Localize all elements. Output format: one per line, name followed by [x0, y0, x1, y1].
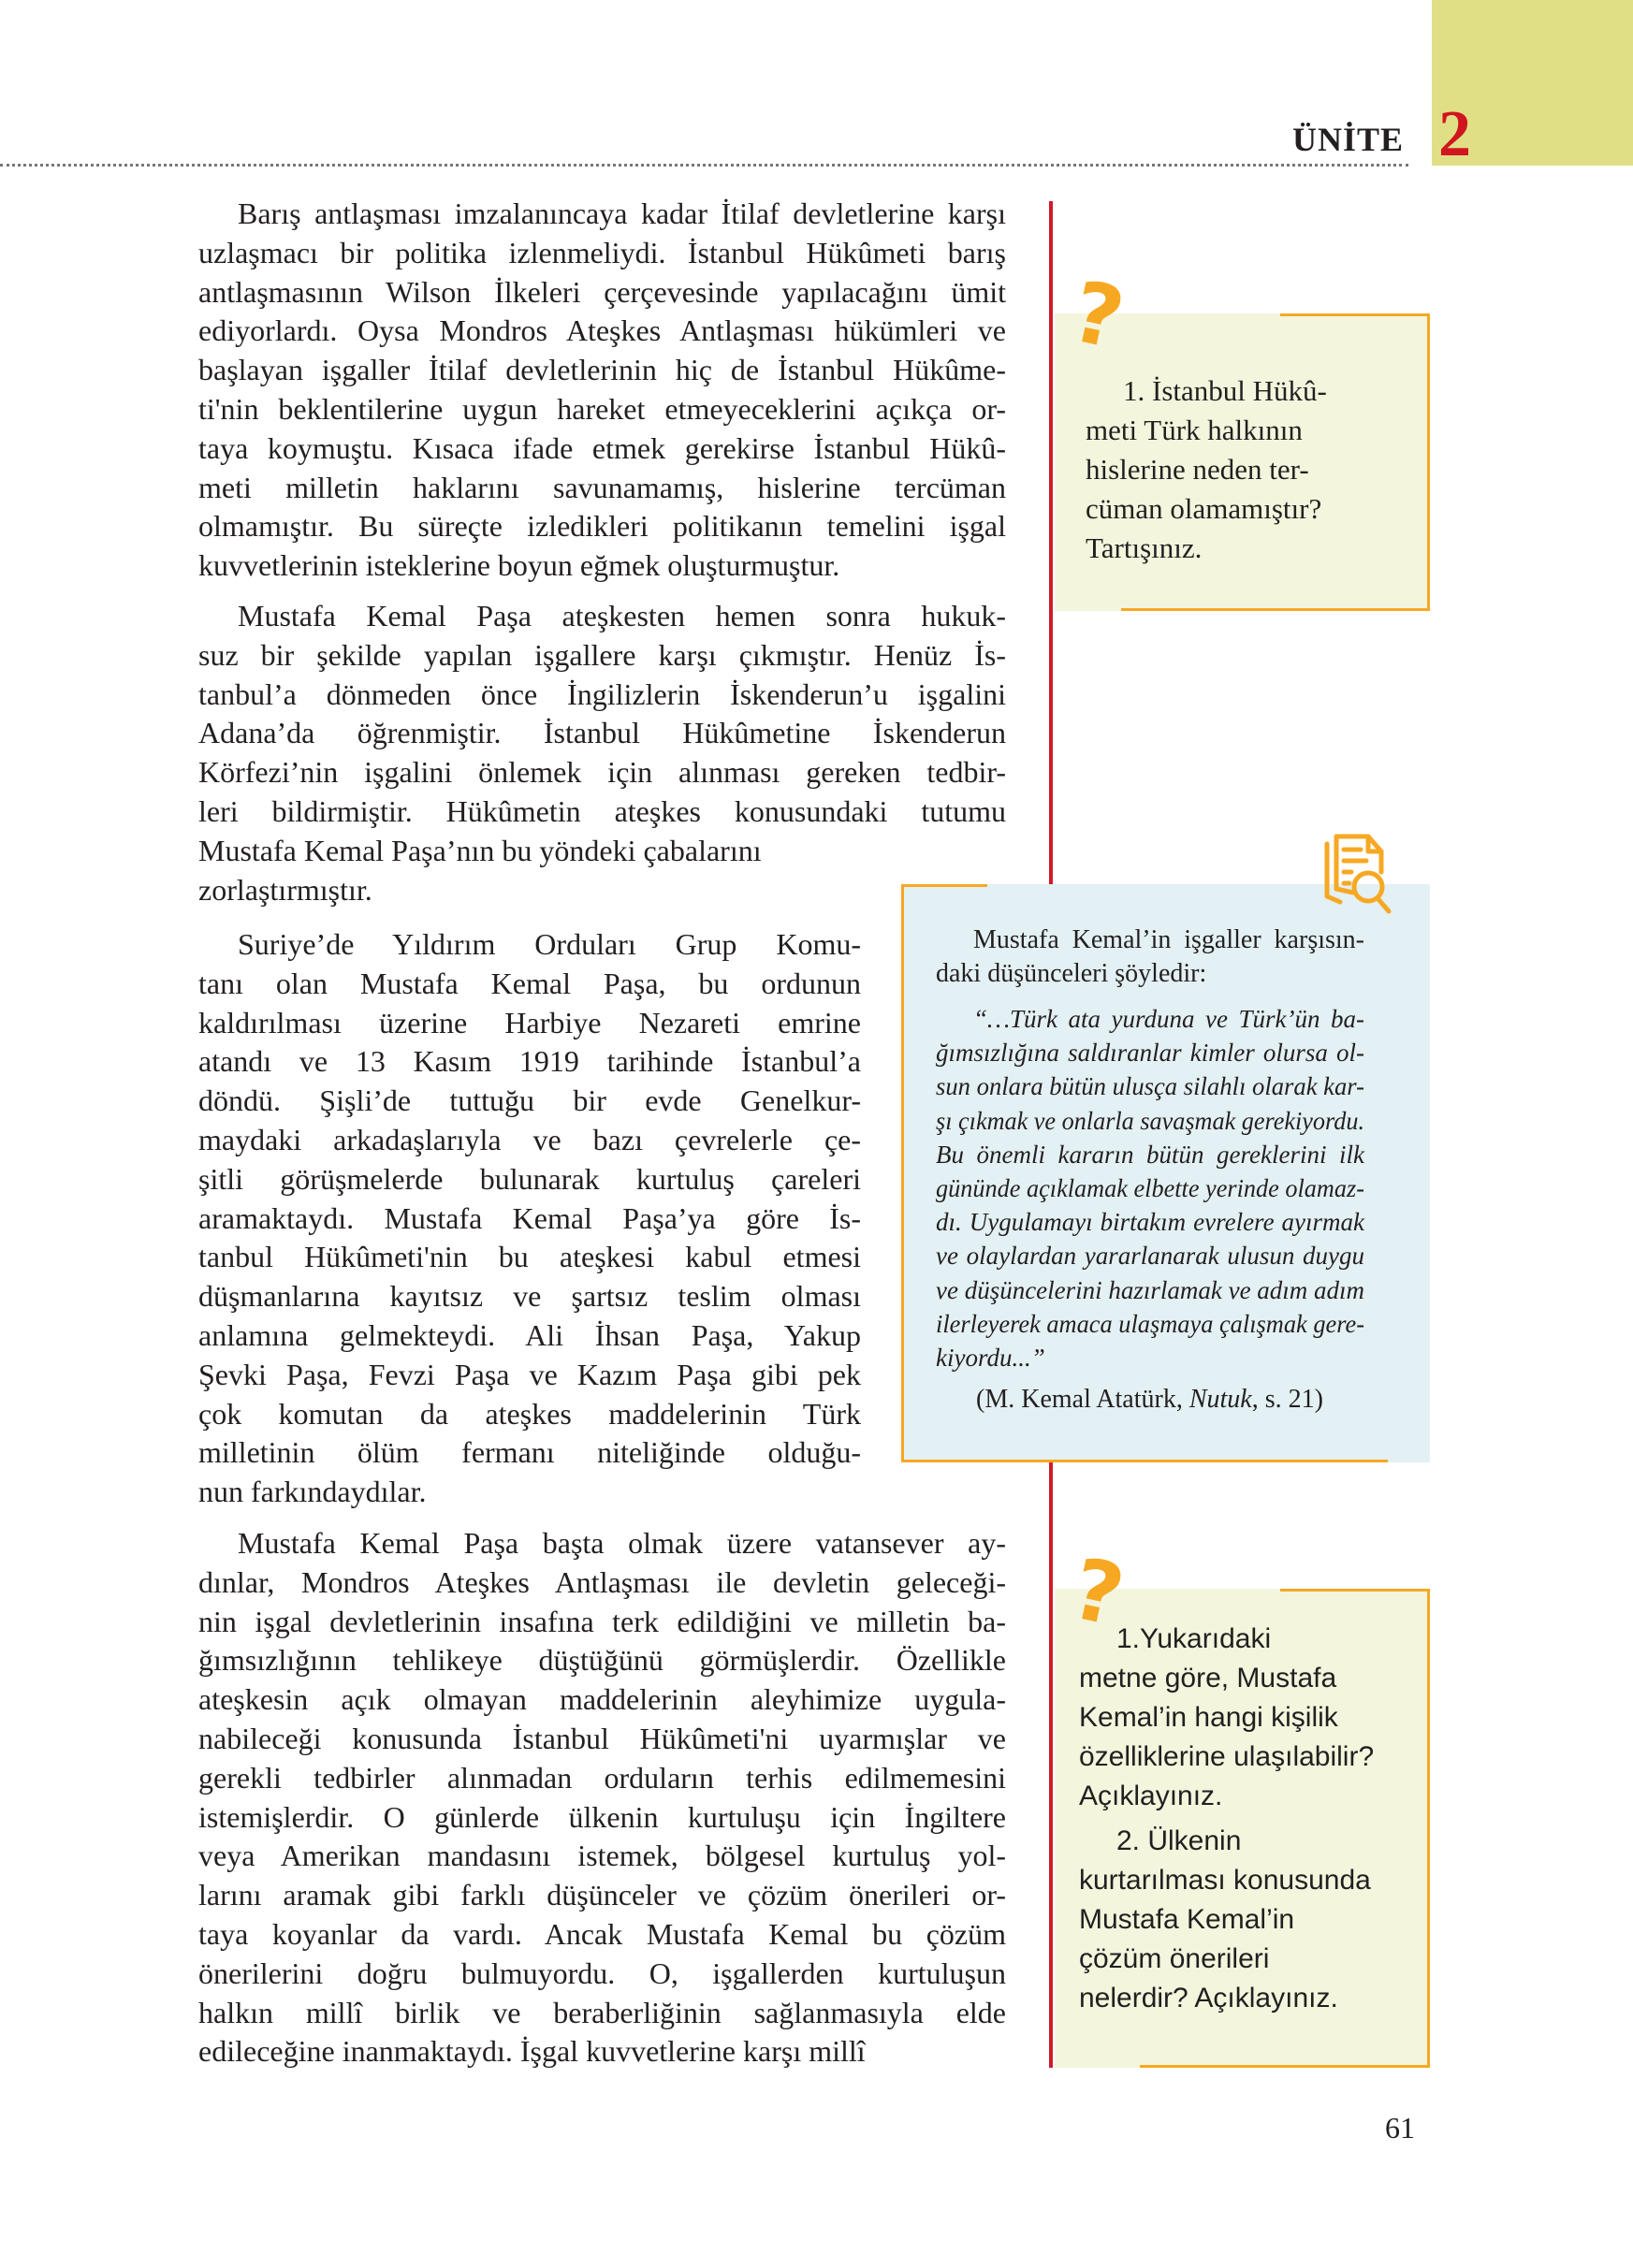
document-search-icon	[1320, 831, 1394, 917]
text-line-content: önerilerini doğru bulmuyordu. O, işgallerden kurtuluşun	[198, 1955, 1006, 1990]
text-line-content: dınlar, Mondros Ateşkes Antlaşması ile devletin geleceği-	[198, 1564, 1006, 1599]
text-line-content: kuvvetlerinin isteklerine boyun eğmek oluşturmuştur.	[198, 548, 840, 583]
text-line	[936, 1341, 1364, 1374]
text-line	[936, 1239, 1364, 1272]
box-border	[1427, 313, 1430, 611]
text-line	[198, 234, 1006, 273]
text-line	[1086, 489, 1404, 529]
text-line-content: Mustafa Kemal Paşa ateşkesten hemen sonra hukuk-	[238, 599, 1006, 632]
quote-citation	[976, 1383, 1323, 1417]
text-line	[198, 1238, 861, 1277]
text-line	[198, 753, 1006, 792]
text-line-content: meti Türk halkının	[1086, 414, 1303, 446]
text-line-content: edileceğine inanmaktaydı. İşgal kuvvetlerine karşı millî	[198, 2034, 866, 2069]
text-line	[198, 1563, 1006, 1603]
text-line-content: veya Amerikan mandasını istemek, bölgesel kurtuluş yol-	[198, 1839, 1006, 1873]
text-line-content: aramaktaydı. Mustafa Kemal Paşa’ya göre İs-	[198, 1200, 861, 1235]
question-text	[1079, 1620, 1421, 2018]
text-line	[1086, 450, 1404, 489]
text-line	[198, 1356, 861, 1395]
text-line	[198, 195, 1006, 234]
text-line	[936, 1036, 1364, 1069]
text-line	[1079, 1698, 1421, 1737]
text-line	[198, 597, 1006, 636]
box-border	[1140, 2065, 1430, 2068]
question-box-2	[1055, 1539, 1430, 2068]
text-line-content: 2. Ülkenin	[1116, 1825, 1242, 1856]
text-line	[936, 957, 1364, 991]
text-line-content: ediyorlardı. Oysa Mondros Ateşkes Antlaşması hükümleri ve	[198, 313, 1006, 348]
text-line-content: Mustafa Kemal Paşa başta olmak üzere vatansever ay-	[238, 1526, 1006, 1560]
text-line	[198, 871, 1006, 910]
box-border	[901, 884, 987, 887]
quote-text	[936, 1002, 1364, 1374]
text-line-content: taya koymuştu. Kısaca ifade etmek gerekirse İstanbul Hükû-	[198, 430, 1006, 465]
text-line-content: kaldırılması üzerine Harbiye Nezareti emrine	[198, 1005, 861, 1040]
text-line	[198, 312, 1006, 351]
text-line	[198, 507, 1006, 546]
text-line-content: nelerdir? Açıklayınız.	[1079, 1983, 1338, 2014]
text-line	[198, 1641, 1006, 1680]
text-line	[198, 1004, 861, 1043]
text-line	[198, 714, 1006, 753]
text-line-content: maydaki arkadaşlarıyla ve bazı çevrelerle çe-	[198, 1122, 861, 1156]
text-line-content: “…Türk ata yurduna ve Türk’ün ba-	[973, 1005, 1364, 1033]
text-line	[1079, 1822, 1421, 1861]
text-line-content: nun farkındaydılar.	[198, 1475, 427, 1509]
text-line-content: nabileceği konusunda İstanbul Hükûmeti'ni uyarmışlar ve	[198, 1721, 1006, 1755]
text-line	[198, 965, 861, 1004]
page-number: 61	[1385, 2111, 1415, 2144]
text-line-content: cüman olamamıştır?	[1086, 492, 1322, 525]
text-line	[198, 636, 1006, 676]
text-line	[198, 1042, 861, 1082]
text-line-content: tanı olan Mustafa Kemal Paşa, bu ordunun	[198, 966, 861, 1000]
text-line	[1079, 1979, 1421, 2018]
question-box-1	[1055, 262, 1430, 611]
text-line-content: özelliklerine ulaşılabilir?	[1079, 1741, 1375, 1772]
unit-label: ÜNİTE	[1291, 121, 1404, 158]
text-line-content: olmamıştır. Bu süreçte izledikleri politikanın temelini işgal	[198, 509, 1006, 544]
text-line	[198, 1160, 861, 1199]
text-line	[198, 1524, 1006, 1563]
text-line	[198, 1316, 861, 1356]
box-border	[1121, 608, 1430, 611]
text-line-content: atandı ve 13 Kasım 1919 tarihinde İstanbul’a	[198, 1044, 861, 1079]
text-line-content: halkın millî birlik ve beraberliğinin sağlanmasıyla elde	[198, 1995, 1006, 2029]
text-line	[198, 676, 1006, 715]
text-line-content: hislerine neden ter-	[1086, 453, 1309, 486]
quote-box	[901, 884, 1430, 1462]
text-line	[1086, 411, 1404, 450]
text-line	[936, 1171, 1364, 1205]
text-line-content: Mustafa Kemal Paşa’nın bu yöndeki çabalarını	[198, 833, 762, 867]
text-line	[198, 390, 1006, 429]
text-line-content: sun onlara bütün ulusça silahlı olarak kar-	[936, 1072, 1365, 1101]
text-line-content: antlaşmasının Wilson İlkeleri çerçevesinde yapılacağını ümit	[198, 274, 1006, 309]
text-line	[198, 1680, 1006, 1720]
quote-intro	[936, 923, 1364, 991]
text-line	[936, 1307, 1364, 1341]
text-line	[936, 1104, 1364, 1138]
text-line	[198, 1395, 861, 1434]
text-line-content: leri bildirmiştir. Hükûmetin ateşkes konusundaki tutumu	[198, 793, 1006, 828]
box-border	[1427, 1589, 1430, 2068]
box-border	[1280, 1589, 1430, 1592]
text-line	[198, 1277, 861, 1316]
text-line	[198, 1082, 861, 1121]
text-line-content: döndü. Şişli’de tuttuğu bir evde Genelkur-	[198, 1083, 861, 1118]
text-line	[1079, 1861, 1421, 1900]
text-line	[936, 1002, 1364, 1036]
margin-rule	[1049, 1462, 1053, 2068]
text-line	[198, 1473, 861, 1512]
text-line	[198, 1759, 1006, 1798]
text-line	[936, 1273, 1364, 1307]
text-line-content: ilerleyerek amaca ulaşmaya çalışmak gere-	[936, 1309, 1365, 1338]
text-line	[1079, 1777, 1421, 1816]
text-line-content: istemişlerdir. O günlerde ülkenin kurtuluşu için İngiltere	[198, 1799, 1006, 1834]
text-line	[936, 923, 1364, 957]
text-line-content: Şevki Paşa, Fevzi Paşa ve Kazım Paşa gibi pek	[198, 1357, 861, 1391]
text-line	[936, 1205, 1364, 1239]
question-text	[1086, 371, 1404, 568]
box-border	[901, 884, 904, 1462]
citation-author: (M. Kemal Atatürk,	[976, 1385, 1189, 1414]
box-border	[901, 1460, 1388, 1462]
text-line-content: çok komutan da ateşkes maddelerinin Türk	[198, 1396, 861, 1431]
text-line	[1079, 1900, 1421, 1940]
text-line	[198, 792, 1006, 832]
text-line	[936, 1138, 1364, 1171]
text-line-content: ateşkesin açık olmayan maddelerinin aleyhimize uygula-	[198, 1682, 1006, 1717]
text-line	[198, 1837, 1006, 1876]
text-line-content: 1. İstanbul Hükû-	[1123, 374, 1327, 407]
text-line	[198, 1433, 861, 1473]
text-line	[198, 1915, 1006, 1955]
text-line-content: larını aramak gibi farklı düşünceler ve çözüm önerileri or-	[198, 1878, 1006, 1912]
text-line	[1079, 1737, 1421, 1777]
text-line	[198, 469, 1006, 508]
text-line-content: dı. Uygulamayı birtakım evrelere ayırmak	[936, 1208, 1364, 1237]
text-line	[1079, 1940, 1421, 1979]
header-dotted-rule	[0, 164, 1408, 167]
text-line	[1079, 1620, 1421, 1659]
text-line	[198, 546, 1006, 586]
text-line-content: tanbul’a dönmeden önce İngilizlerin İskenderun’u işgalini	[198, 676, 1006, 711]
text-line	[198, 273, 1006, 313]
text-line	[1086, 529, 1404, 568]
text-line-content: 1.Yukarıdaki	[1116, 1623, 1272, 1654]
text-line	[198, 2032, 1006, 2072]
text-line-content: Mustafa Kemal’in işgaller karşısın-	[973, 925, 1364, 954]
text-line	[198, 1994, 1006, 2033]
text-line-content: tanbul Hükûmeti'nin bu ateşkesi kabul etmesi	[198, 1240, 861, 1274]
text-line-content: ğımsızlığının tehlikeye düştüğünü görmüşlerdir. Özellikle	[198, 1643, 1006, 1678]
text-line-content: Mustafa Kemal’in	[1079, 1904, 1295, 1935]
margin-rule	[1049, 201, 1053, 884]
text-line-content: ve olaylardan yararlanarak ulusun duygu	[936, 1242, 1364, 1271]
text-line-content: taya koyanlar da vardı. Ancak Mustafa Kemal bu çözüm	[198, 1916, 1006, 1951]
text-line-content: suz bir şekilde yapılan işgallere karşı çıkmıştır. Henüz İs-	[198, 637, 1006, 672]
text-line-content: ve düşüncelerini hazırlamak ve adım adım	[936, 1275, 1365, 1304]
text-line-content: gününde açıklamak elbette yerinde olamaz-	[936, 1174, 1365, 1203]
text-line-content: Tartışınız.	[1086, 531, 1203, 564]
text-line-content: düşmanlarına kayıtsız ve şartsız teslim olması	[198, 1279, 861, 1314]
text-line-content: milletinin ölüm fermanı niteliğinde olduğu-	[198, 1435, 861, 1470]
text-line-content: ti'nin beklentilerine uygun hareket etmeyeceklerini açıkça or-	[198, 391, 1006, 426]
text-line	[198, 1798, 1006, 1838]
text-line	[198, 429, 1006, 469]
text-line-content: şitli görüşmelerde bulunarak kurtuluş çareleri	[198, 1161, 861, 1196]
text-line-content: ğımsızlığına saldıranlar kimler olursa ol-	[936, 1039, 1364, 1068]
text-line-content: zorlaştırmıştır.	[198, 872, 372, 907]
text-line-content: metne göre, Mustafa	[1079, 1663, 1337, 1694]
text-line	[198, 925, 861, 965]
text-line-content: Kemal’in hangi kişilik	[1079, 1702, 1338, 1733]
text-line	[1079, 1659, 1421, 1698]
text-line	[936, 1069, 1364, 1103]
text-line-content: uzlaşmacı bir politika izlenmeliydi. İstanbul Hükûmeti barış	[198, 235, 1006, 269]
text-line	[198, 1121, 861, 1160]
text-line-content: başlayan işgaller İtilaf devletlerinin hiç de İstanbul Hükûme-	[198, 353, 1006, 387]
text-line-content: kurtarılması konusunda	[1079, 1865, 1371, 1896]
text-line-content: Açıklayınız.	[1079, 1781, 1223, 1811]
text-line-content: Adana’da öğrenmiştir. İstanbul Hükûmetine İskenderun	[198, 716, 1006, 750]
body-paragraph-4	[198, 1524, 1006, 2072]
box-border	[1280, 313, 1430, 316]
text-line-content: gerekli tedbirler alınmadan orduların terhis edilmemesini	[198, 1760, 1006, 1795]
text-line-content: Bu önemli kararın bütün gereklerini ilk	[936, 1140, 1364, 1169]
text-line	[1086, 371, 1404, 411]
text-line-content: meti milletin haklarını savunamamış, hislerine tercüman	[198, 470, 1006, 504]
text-line-content: kiyordu...”	[936, 1344, 1045, 1373]
text-line	[198, 832, 1006, 871]
text-line	[198, 351, 1006, 390]
citation-title: Nutuk	[1188, 1385, 1252, 1414]
text-line-content: daki düşünceleri şöyledir:	[936, 959, 1207, 988]
text-line-content: anlamına gelmekteydi. Ali İhsan Paşa, Yakup	[198, 1317, 861, 1352]
text-line	[198, 1720, 1006, 1759]
text-line-content: çözüm önerileri	[1079, 1943, 1270, 1974]
question-mark-icon: ?	[1063, 1539, 1132, 1647]
body-paragraph-2	[198, 597, 1006, 909]
text-line-content: Suriye’de Yıldırım Orduları Grup Komu-	[238, 927, 861, 961]
text-line-content: şı çıkmak ve onlarla savaşmak gerekiyordu.	[936, 1106, 1365, 1135]
text-line-content: Körfezi’nin işgalini önlemek için alınması gereken tedbir-	[198, 755, 1006, 790]
question-mark-icon: ?	[1063, 262, 1132, 370]
text-line	[198, 1603, 1006, 1642]
text-line-content: nin işgal devletlerinin insafına terk edildiğini ve milletin ba-	[198, 1604, 1006, 1638]
unit-number: 2	[1438, 98, 1471, 170]
text-line	[198, 1955, 1006, 1994]
citation-page: , s. 21)	[1251, 1385, 1323, 1414]
body-paragraph-3	[198, 925, 861, 1512]
text-line	[198, 1876, 1006, 1915]
body-paragraph-1	[198, 195, 1006, 586]
text-line	[198, 1199, 861, 1239]
text-line-content: Barış antlaşması imzalanıncaya kadar İtilaf devletlerine karşı	[238, 196, 1006, 230]
